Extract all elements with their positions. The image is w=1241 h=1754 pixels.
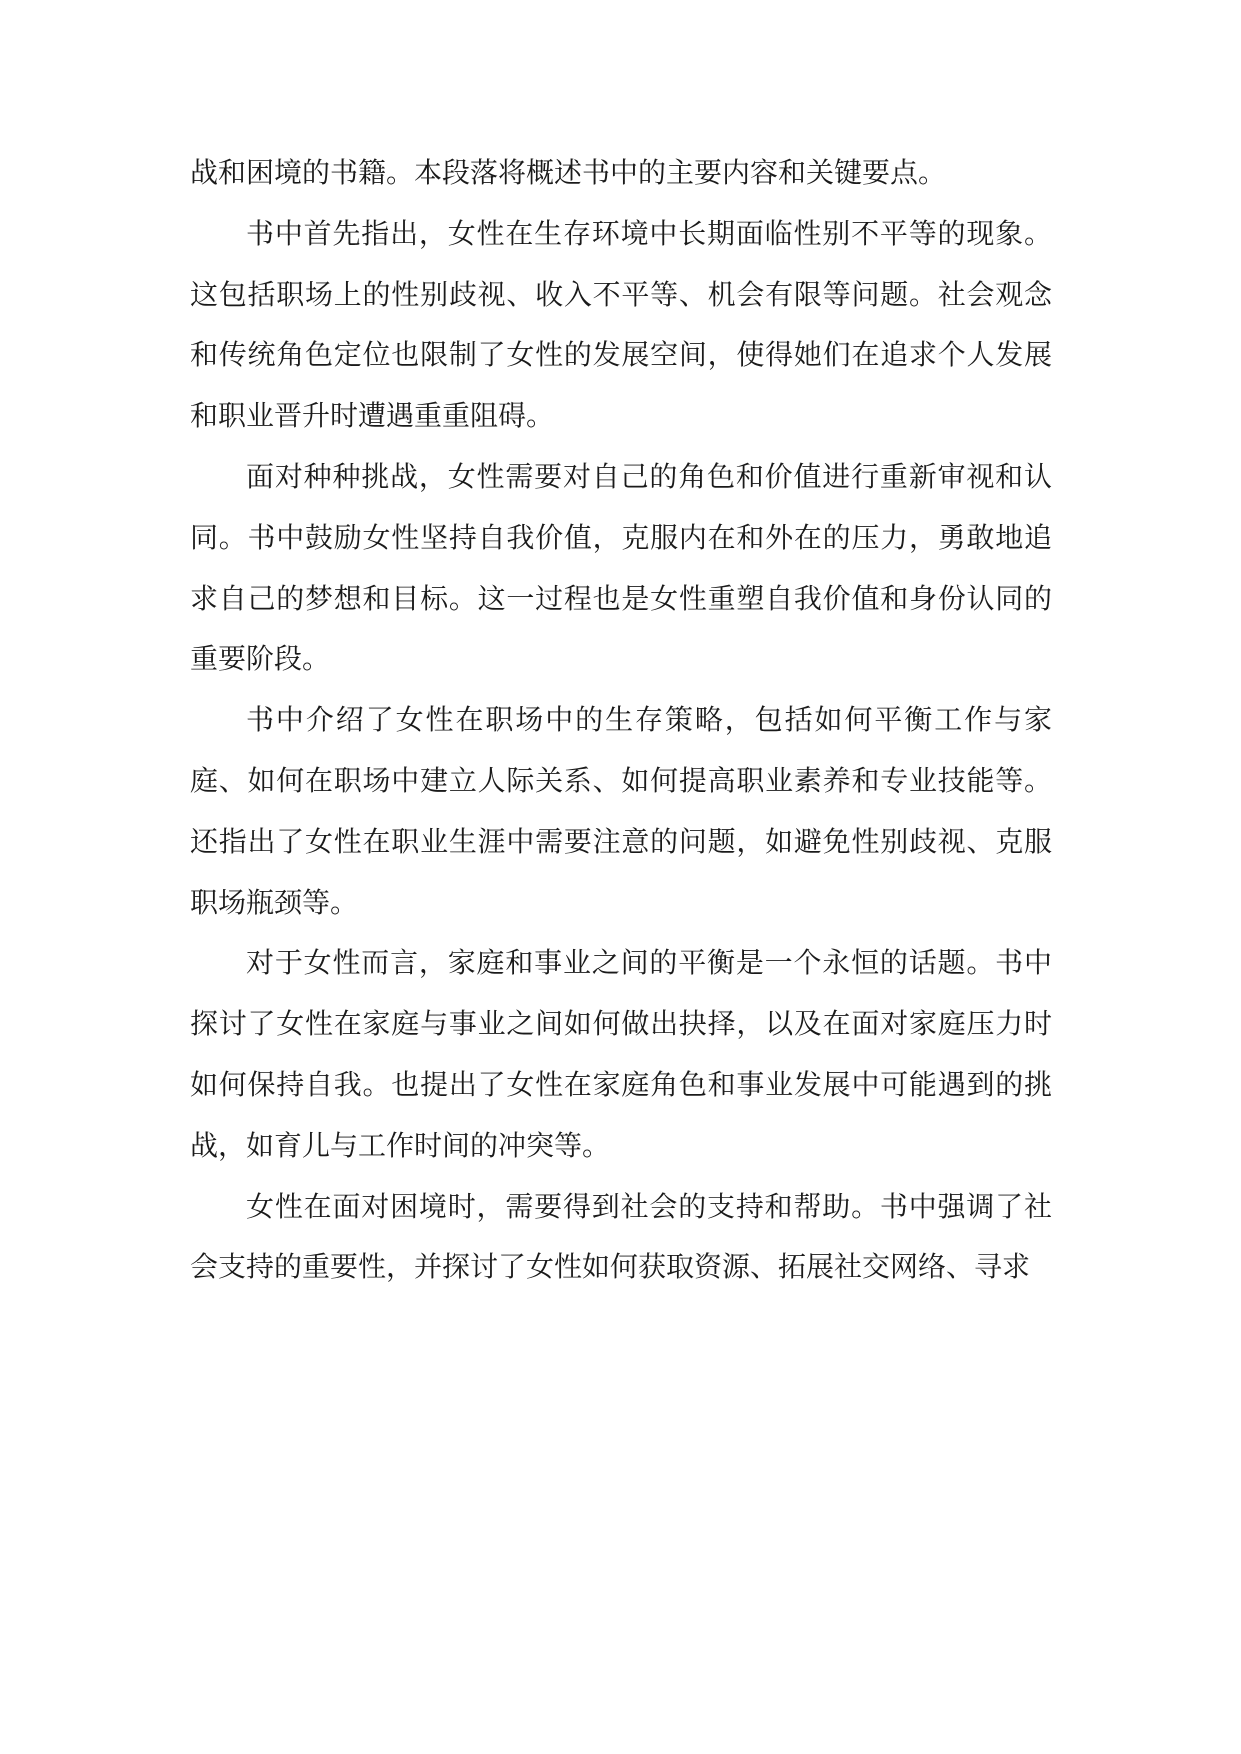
paragraph-1: 战和困境的书籍。本段落将概述书中的主要内容和关键要点。 bbox=[190, 156, 947, 189]
body-text bbox=[190, 143, 1052, 1298]
paragraph-5: 对于女性而言，家庭和事业之间的平衡是一个永恒的话题。书中探讨了女性在家庭与事业之间如何做出抉择，以及在面对家庭压力时如何保持自我。也提出了女性在家庭角色和事业发展中可能遇到的挑战，如育儿与工作时间的冲突等。 bbox=[190, 946, 1052, 1162]
paragraph-2: 书中首先指出，女性在生存环境中长期面临性别不平等的现象。这包括职场上的性别歧视、收入不平等、机会有限等问题。社会观念和传统角色定位也限制了女性的发展空间，使得她们在追求个人发展和职业晋升时遭遇重重阻碍。 bbox=[190, 216, 1052, 433]
paragraph-3: 面对种种挑战，女性需要对自己的角色和价值进行重新审视和认同。书中鼓励女性坚持自我价值，克服内在和外在的压力，勇敢地追求自己的梦想和目标。这一过程也是女性重塑自我价值和身份认同的重要阶段。 bbox=[190, 459, 1052, 676]
paragraph-4: 书中介绍了女性在职场中的生存策略，包括如何平衡工作与家庭、如何在职场中建立人际关系、如何提高职业素养和专业技能等。还指出了女性在职业生涯中需要注意的问题，如避免性别歧视、克服职场瓶颈等。 bbox=[190, 703, 1052, 919]
paragraph-6: 女性在面对困境时，需要得到社会的支持和帮助。书中强调了社会支持的重要性，并探讨了女性如何获取资源、拓展社交网络、寻求 bbox=[190, 1189, 1052, 1284]
